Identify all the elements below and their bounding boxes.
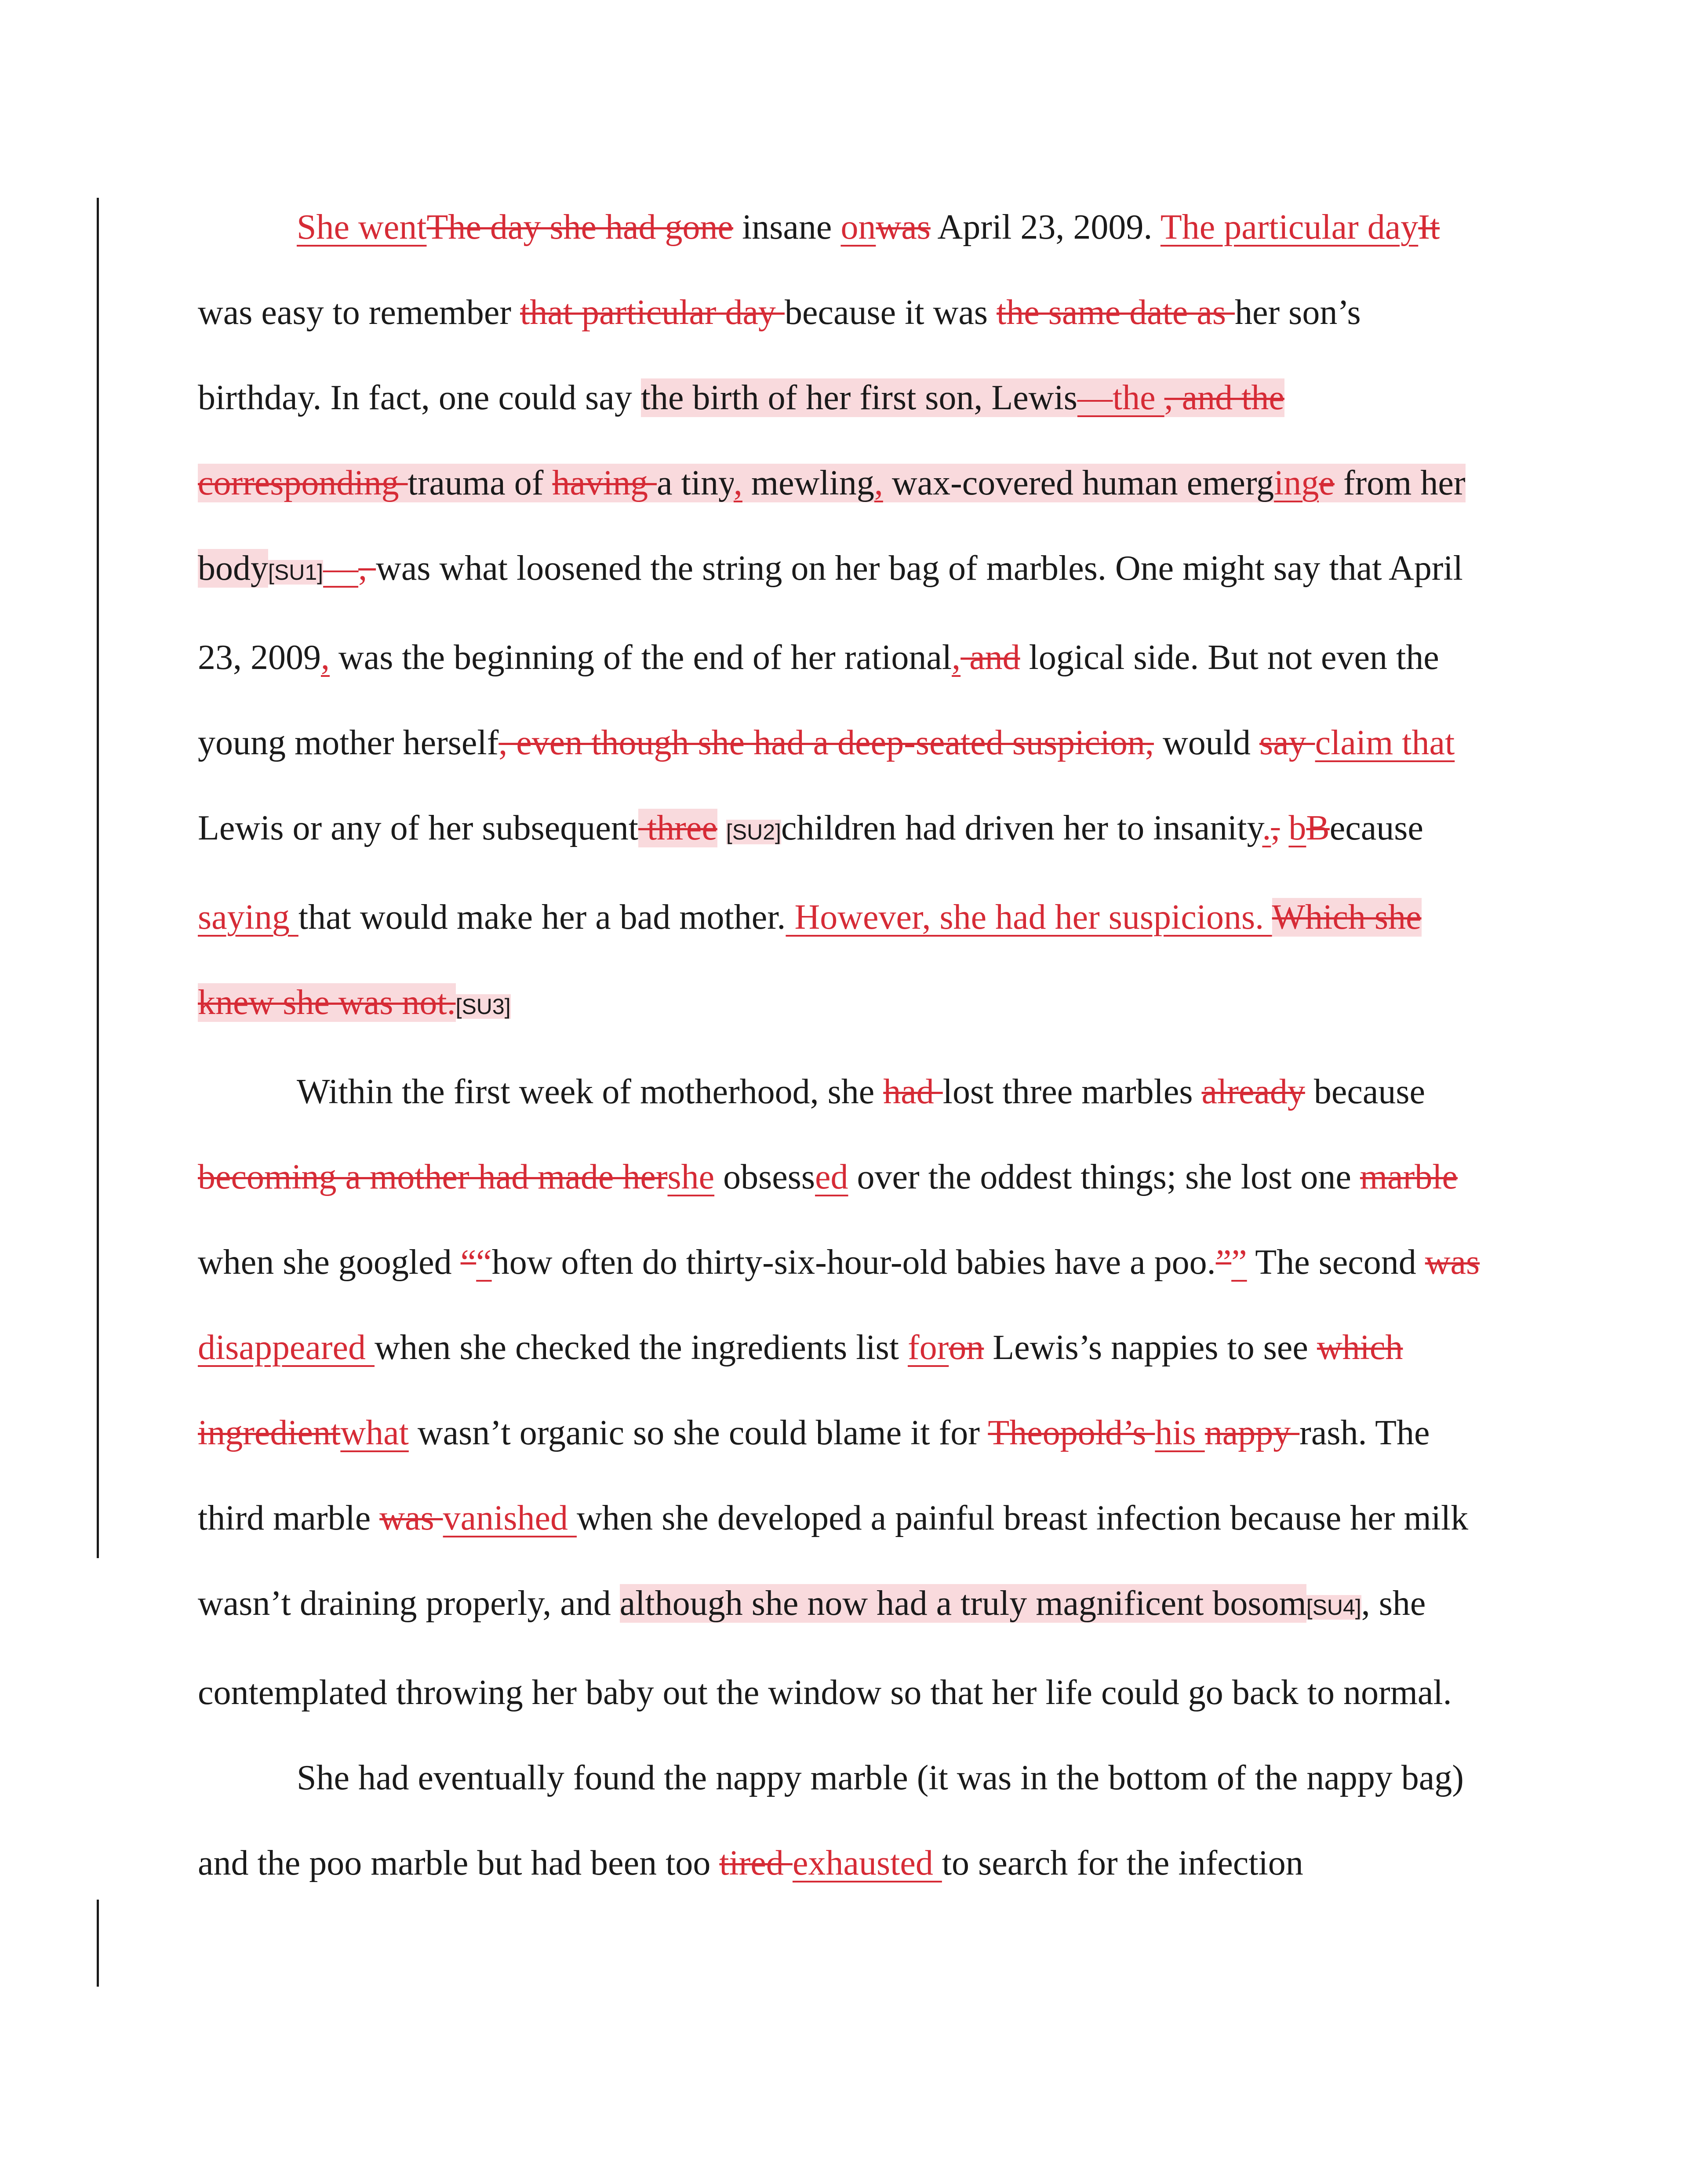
text-run: when she developed a painful breast infection because her milk wasn’t draining properly, and <box>198 1499 1469 1623</box>
text-run <box>1280 809 1288 847</box>
deleted-text: Theopold’s <box>988 1414 1155 1452</box>
text-run: insane <box>733 208 841 247</box>
document-body <box>198 185 1490 1906</box>
deleted-text: already <box>1201 1072 1305 1111</box>
text-run: April 23, 2009. <box>930 208 1160 247</box>
text-run: was easy to remember <box>198 293 520 332</box>
inserted-text: disappeared <box>198 1328 375 1367</box>
text-run: because it was <box>785 293 997 332</box>
inserted-text: vanished <box>443 1499 577 1537</box>
change-bar <box>97 1900 99 1987</box>
inserted-text: ing <box>1274 464 1319 502</box>
deleted-text: “ <box>460 1243 477 1282</box>
text-run: a tiny <box>657 464 734 502</box>
inserted-text: she <box>667 1158 715 1196</box>
text-run <box>717 809 726 847</box>
inserted-text: his <box>1155 1414 1205 1452</box>
inserted-text: exhausted <box>792 1844 942 1882</box>
inserted-text: for <box>908 1328 949 1367</box>
text-run: Lewis’s nappies to see <box>984 1328 1317 1367</box>
inserted-text: claim that <box>1315 723 1455 762</box>
deleted-text: It <box>1418 208 1440 247</box>
text-run: to search for the infection <box>942 1844 1303 1882</box>
deleted-text: the same date as <box>997 293 1235 332</box>
paragraph <box>198 185 1490 1049</box>
inserted-text: — <box>323 549 359 588</box>
paragraph <box>198 1049 1490 1735</box>
text-run: The second <box>1247 1243 1425 1282</box>
inserted-text: —the <box>1077 378 1164 417</box>
inserted-text: what <box>340 1414 409 1452</box>
deleted-text: , <box>358 549 376 588</box>
text-run: wasn’t organic so she could blame it for <box>408 1414 988 1452</box>
change-bar <box>97 198 99 1558</box>
inserted-text: , <box>733 464 742 502</box>
deleted-text: The day she had gone <box>426 208 734 247</box>
deleted-text: tired <box>719 1844 793 1882</box>
deleted-text: say <box>1259 723 1315 762</box>
deleted-text: was <box>876 208 931 247</box>
text-run: was the beginning of the end of her rational <box>330 638 952 677</box>
inserted-text: on <box>840 208 876 247</box>
text-run: rash. The third marble <box>198 1414 1430 1537</box>
deleted-text: was <box>379 1499 443 1537</box>
text-run: when she googled <box>198 1243 461 1282</box>
text-run: would <box>1153 723 1259 762</box>
text-run: because <box>1305 1072 1426 1111</box>
inserted-text: She went <box>297 208 427 247</box>
deleted-text: and <box>960 638 1020 677</box>
comment-marker[interactable]: [SU2] <box>726 820 781 844</box>
deleted-text: that particular day <box>520 293 785 332</box>
text-run: when she checked the ingredients list <box>375 1328 908 1367</box>
text-run: Lewis or any of her subsequent <box>198 809 638 847</box>
inserted-text: saying <box>198 898 298 937</box>
text-run: from her body <box>198 464 1466 588</box>
deleted-text: e <box>1319 464 1335 502</box>
deleted-text: , even though she had a deep-seated suspicion, <box>498 723 1154 762</box>
inserted-text: , <box>874 464 883 502</box>
deleted-text: becoming a mother had made her <box>198 1158 668 1196</box>
deleted-text: on <box>949 1328 984 1367</box>
paragraph <box>198 1735 1490 1906</box>
text-run: how often do thirty-six-hour-old babies have a poo. <box>491 1243 1216 1282</box>
deleted-text: having <box>552 464 657 502</box>
text-run: was what loosened the string on her bag of marbles. One might say that April 23, 2009 <box>198 549 1463 677</box>
comment-marker[interactable]: [SU4] <box>1306 1595 1361 1620</box>
deleted-text: marble <box>1360 1158 1458 1196</box>
text-run: obsess <box>714 1158 815 1196</box>
deleted-text: , <box>1271 809 1280 847</box>
text-run: , she contemplated throwing her baby out the window so that her life could go back to normal. <box>198 1584 1452 1712</box>
inserted-text: “ <box>476 1243 492 1282</box>
inserted-text: ed <box>815 1158 848 1196</box>
text-run: children had driven her to insanity <box>781 809 1262 847</box>
deleted-text: , and the corresponding <box>198 378 1284 502</box>
text-run: She had eventually found the nappy marble (it was in the bottom of the nappy bag) and the poo marble but had been too <box>198 1759 1464 1882</box>
deleted-text: ” <box>1215 1243 1232 1282</box>
text-run: Within the first week of motherhood, she <box>297 1072 884 1111</box>
inserted-text: , <box>952 638 961 677</box>
deleted-text: had <box>883 1072 943 1111</box>
text-run: although she now had a truly magnificent bosom <box>619 1584 1306 1623</box>
inserted-text: , <box>321 638 330 677</box>
inserted-text: ” <box>1231 1243 1247 1282</box>
text-run: that would make her a bad mother. <box>298 898 786 937</box>
deleted-text: nappy <box>1204 1414 1300 1452</box>
deleted-text: which ingredient <box>198 1328 1403 1452</box>
text-run: the birth of her first son, Lewis <box>640 378 1077 417</box>
comment-marker[interactable]: [SU3] <box>455 994 511 1019</box>
text-run: wax-covered human emerg <box>883 464 1274 502</box>
text-run: over the oddest things; she lost one <box>848 1158 1360 1196</box>
deleted-text: B <box>1306 809 1330 847</box>
deleted-text: three <box>638 809 717 847</box>
text-run: trauma of <box>407 464 553 502</box>
text-run: logical side. But not even the young mother herself <box>198 638 1439 762</box>
deleted-text: Which she knew she was not. <box>198 898 1422 1022</box>
text-run: her son’s birthday. In fact, one could say <box>198 293 1361 417</box>
deleted-text: was <box>1425 1243 1480 1282</box>
inserted-text: The particular day <box>1160 208 1419 247</box>
text-run: lost three marbles <box>942 1072 1202 1111</box>
text-run: ecause <box>1329 809 1423 847</box>
inserted-text: . <box>1262 809 1271 847</box>
inserted-text: However, she had her suspicions. <box>786 898 1272 937</box>
comment-marker[interactable]: [SU1] <box>268 560 324 585</box>
inserted-text: b <box>1288 809 1306 847</box>
text-run: mewling <box>742 464 874 502</box>
